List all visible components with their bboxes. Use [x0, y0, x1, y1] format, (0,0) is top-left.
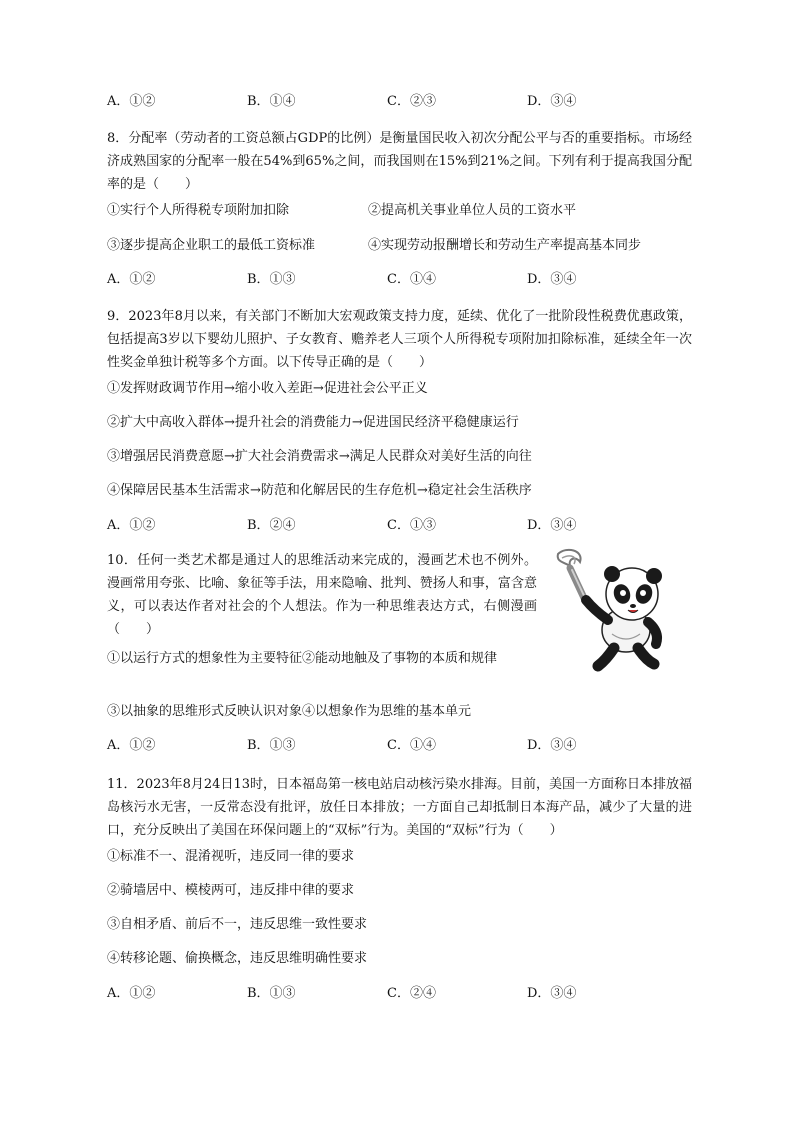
q9-statement-2: ②扩大中高收入群体→提升社会的消费能力→促进国民经济平稳健康运行 [107, 415, 519, 430]
q8-option-b[interactable]: B．①③ [247, 272, 296, 287]
q11-option-d[interactable]: D．③④ [527, 986, 577, 1001]
q8-option-c[interactable]: C．①④ [387, 272, 436, 287]
q10-statements-1-2: ①以运行方式的想象性为主要特征②能动地触及了事物的本质和规律 [107, 651, 498, 666]
q9-options [107, 516, 687, 536]
q7-option-c[interactable]: C．②③ [387, 94, 436, 109]
q8-stem: 8．分配率（劳动者的工资总额占GDP的比例）是衡量国民收入初次分配公平与否的重要指标。市场经济成熟国家的分配率一般在54%到65%之间，而我国则在15%到21%之间。下列有利于提高我国分配率的是（ ） [107, 131, 692, 192]
q11-statement-1: ①标准不一、混淆视听，违反同一律的要求 [107, 849, 355, 864]
q11-stem: 11．2023年8月24日13时，日本福岛第一核电站启动核污染水排海。目前，美国一方面称日本排放福岛核污水无害，一反常态没有批评，放任日本排放；一方面自己却抵制日本海产品，减少了大量的进口，充分反映出了美国在环保问题上的“双标”行为。美国的“双标”行为（ ） [107, 777, 692, 838]
q9-option-a[interactable]: A．①② [107, 518, 156, 533]
q10-option-b[interactable]: B．①③ [247, 738, 296, 753]
q9-option-c[interactable]: C．①③ [387, 518, 436, 533]
q8-option-d[interactable]: D．③④ [527, 272, 577, 287]
q10-stem: 10．任何一类艺术都是通过人的思维活动来完成的，漫画艺术也不例外。漫画常用夸张、比喻、象征等手法，用来隐喻、批判、赞扬人和事，富含意义，可以表达作者对社会的个人想法。作为一种思维表达方式，右侧漫画（ ） [107, 553, 537, 637]
q8-statement-1: ①实行个人所得税专项附加扣除 [107, 203, 290, 218]
q10-option-a[interactable]: A．①② [107, 738, 156, 753]
q11-option-a[interactable]: A．①② [107, 986, 156, 1001]
q11-options [107, 984, 687, 1004]
q7-option-b[interactable]: B．①④ [247, 94, 296, 109]
q11-statement-2: ②骑墙居中、模棱两可，违反排中律的要求 [107, 883, 355, 898]
q11-option-c[interactable]: C．②④ [387, 986, 436, 1001]
q10-option-c[interactable]: C．①④ [387, 738, 436, 753]
q9-stem: 9．2023年8月以来，有关部门不断加大宏观政策支持力度，延续、优化了一批阶段性税费优惠政策，包括提高3岁以下婴幼儿照护、子女教育、赡养老人三项个人所得税专项附加扣除标准，延续全年一次性奖金单独计税等多个方面。以下传导正确的是（ ） [107, 309, 692, 370]
q11-option-b[interactable]: B．①③ [247, 986, 296, 1001]
q11-statement-4: ④转移论题、偷换概念，违反思维明确性要求 [107, 951, 368, 966]
q9-statement-1: ①发挥财政调节作用→缩小收入差距→促进社会公平正义 [107, 381, 428, 396]
q10-option-d[interactable]: D．③④ [527, 738, 577, 753]
q11-statement-3: ③自相矛盾、前后不一，违反思维一致性要求 [107, 917, 368, 932]
q7-options [107, 92, 687, 112]
q9-option-d[interactable]: D．③④ [527, 518, 577, 533]
panda-torch-cartoon [540, 548, 680, 676]
q7-option-d[interactable]: D．③④ [527, 94, 577, 109]
q10-statements-3-4: ③以抽象的思维形式反映认识对象④以想象作为思维的基本单元 [107, 704, 472, 719]
q9-option-b[interactable]: B．②④ [247, 518, 296, 533]
q8-statement-4: ④实现劳动报酬增长和劳动生产率提高基本同步 [368, 238, 642, 253]
q9-statement-4: ④保障居民基本生活需求→防范和化解居民的生存危机→稳定社会生活秩序 [107, 483, 532, 498]
q8-option-a[interactable]: A．①② [107, 272, 156, 287]
q7-option-a[interactable]: A．①② [107, 94, 156, 109]
q8-statement-3: ③逐步提高企业职工的最低工资标准 [107, 238, 316, 253]
q8-options [107, 270, 687, 290]
q10-options [107, 736, 687, 756]
q9-statement-3: ③增强居民消费意愿→扩大社会消费需求→满足人民群众对美好生活的向往 [107, 449, 532, 464]
q8-statement-2: ②提高机关事业单位人员的工资水平 [368, 203, 577, 218]
